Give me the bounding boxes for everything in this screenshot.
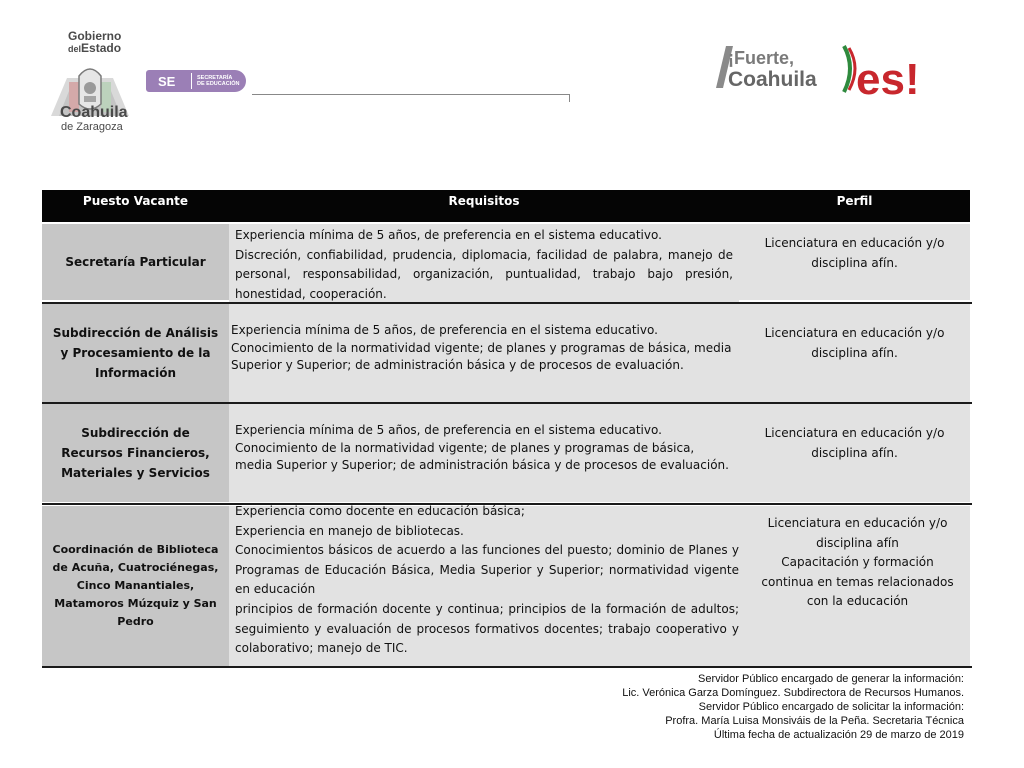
row-requisitos [229, 224, 739, 302]
header-puesto: Puesto Vacante [82, 194, 189, 208]
requisito-line: Experiencia como docente en educación básica; [235, 504, 525, 518]
puesto-text: Secretaría Particular [65, 255, 206, 269]
se-badge [146, 70, 246, 92]
logo-word-estado: Estado [81, 41, 122, 55]
se-badge-sub1: SECRETARÍA [197, 75, 233, 81]
requisito-line: Experiencia mínima de 5 años, de preferencia en el sistema educativo. [235, 423, 662, 437]
se-badge-label: SE [158, 73, 176, 89]
puesto-text: Subdirección de Análisis y Procesamiento de la Información [52, 326, 219, 380]
requisito-line: Conocimientos básicos de acuerdo a las funciones del puesto; dominio de Planes y Programas de Educación Básica, Media Superior y Superior; normatividad vigente en educación [235, 543, 739, 597]
slogan-word-fuerte: ¡Fuerte, [728, 48, 795, 68]
logo-state-subtitle: de Zaragoza [61, 121, 123, 133]
perfil-text: Capacitación y formación continua en temas relacionados con la educación [761, 555, 954, 608]
row-puesto [42, 304, 229, 402]
government-wordmark [68, 30, 121, 55]
se-badge-subtitle [197, 75, 239, 87]
row-perfil [745, 506, 970, 666]
footer-info [622, 672, 964, 742]
row-perfil [739, 224, 970, 300]
row-perfil [739, 404, 970, 502]
requisito-line: Conocimiento de la normatividad vigente; de planes y programas de básica, media Superior y Superior; de administración básica y de procesos de evaluación. [231, 340, 732, 372]
logo-word-gobierno: Gobierno [68, 29, 122, 43]
table-row [42, 506, 972, 666]
requisito-line: Experiencia mínima de 5 años, de preferencia en el sistema educativo. [235, 228, 662, 242]
row-requisitos [229, 506, 745, 666]
table-row [42, 224, 972, 302]
footer-line: Profra. María Luisa Monsiváis de la Peña. Secretaria Técnica [665, 715, 964, 727]
puesto-text: Subdirección de Recursos Financieros, Materiales y Servicios [61, 426, 210, 480]
requisito-line: Discreción, confiabilidad, prudencia, diplomacia, facilidad de palabra, manejo de personal, responsabilidad, organización, puntualidad, trabajo bajo presión, honestidad, cooperación. [235, 247, 733, 301]
requisito-line: Experiencia en manejo de bibliotecas. [235, 523, 464, 538]
row-puesto [42, 224, 229, 300]
header-divider [252, 94, 570, 95]
requisito-line: Conocimiento de la normatividad vigente; de planes y programas de básica, media Superior y Superior; de administración básica y de procesos de evaluación. [235, 440, 729, 472]
table-row [42, 304, 972, 402]
footer-line: Servidor Público encargado de generar la información: [698, 673, 964, 685]
logo-state-name: Coahuila [60, 104, 128, 121]
se-badge-sub2: DE EDUCACIÓN [197, 81, 240, 87]
table-header [42, 190, 970, 222]
logo-word-del: del [68, 44, 82, 54]
perfil-text: Licenciatura en educación y/o disciplina afín [767, 516, 948, 550]
government-logo [48, 28, 253, 138]
row-requisitos [229, 404, 739, 502]
footer-line: Última fecha de actualización 29 de marzo de 2019 [713, 729, 964, 741]
footer-line: Lic. Verónica Garza Domínguez. Subdirectora de Recursos Humanos. [622, 687, 964, 699]
row-divider [42, 666, 972, 668]
row-requisitos [229, 304, 739, 402]
fuerte-coahuila-es-logo [706, 40, 951, 114]
slogan-word-coahuila: Coahuila [728, 68, 817, 91]
requisito-line: principios de formación docente y continua; principios de la formación de adultos; seguimiento y evaluación de procesos formativos docentes; trabajo cooperativo y colaborativo; manejo de TIC. [235, 601, 739, 656]
header-perfil: Perfil [836, 194, 873, 208]
header-divider-tick [569, 94, 570, 102]
requisito-line: Experiencia mínima de 5 años, de preferencia en el sistema educativo. [231, 323, 658, 337]
header-requisitos: Requisitos [448, 194, 520, 208]
slogan-word-es: es! [856, 55, 920, 104]
se-badge-divider [191, 73, 192, 89]
row-puesto [42, 506, 229, 666]
perfil-text: Licenciatura en educación y/o disciplina afín. [764, 326, 945, 360]
puesto-text: Coordinación de Biblioteca de Acuña, Cuatrociénegas, Cinco Manantiales, Matamoros Múzquiz y San Pedro [52, 543, 219, 628]
perfil-text: Licenciatura en educación y/o disciplina afín. [764, 426, 945, 460]
row-perfil [739, 304, 970, 402]
table-row [42, 404, 972, 502]
footer-line: Servidor Público encargado de solicitar la información: [698, 701, 964, 713]
row-puesto [42, 404, 229, 502]
perfil-text: Licenciatura en educación y/o disciplina afín. [764, 236, 945, 270]
